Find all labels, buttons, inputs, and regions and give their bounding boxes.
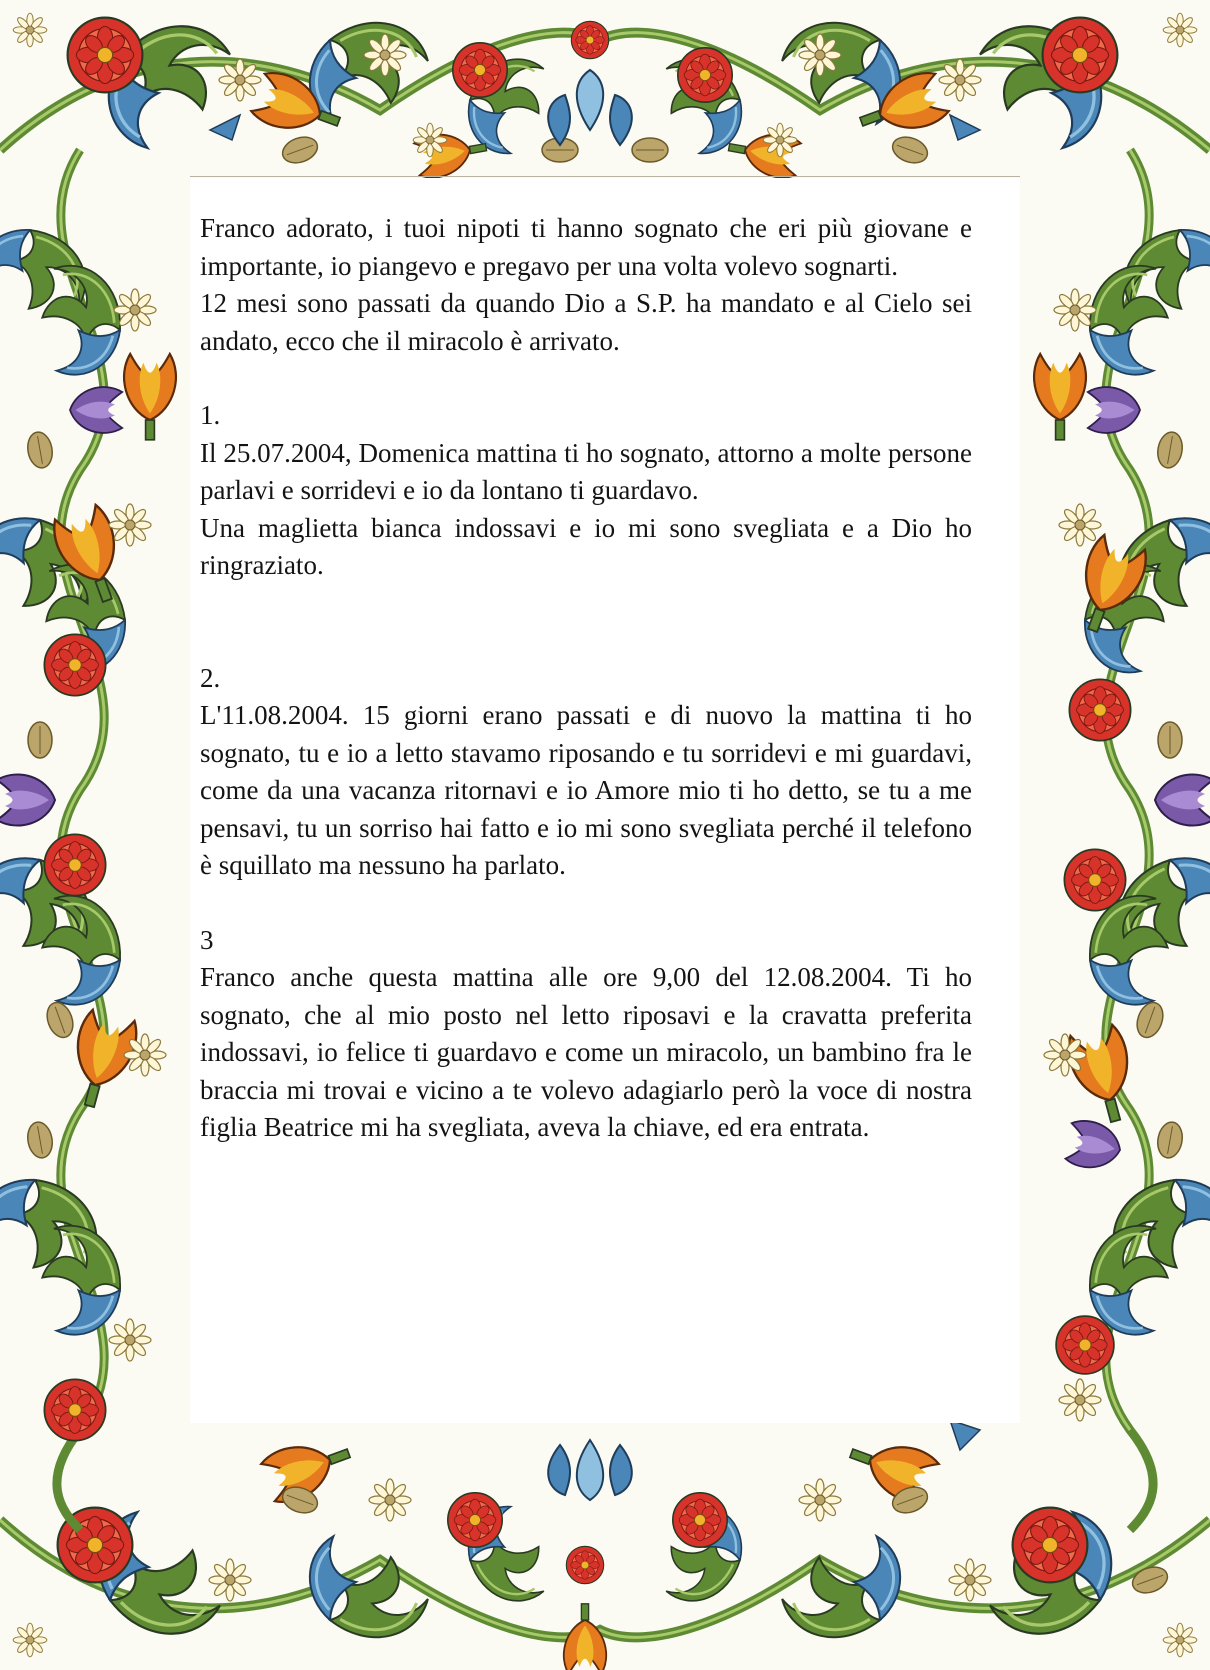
- dream-1-paragraph-1: Il 25.07.2004, Domenica mattina ti ho sognato, attorno a molte persone parlavi e sorridevi e io da lontano ti guardavo.: [200, 437, 972, 505]
- dream-1-number: 1.: [200, 400, 221, 430]
- letter-body: [200, 210, 972, 1147]
- dream-3-paragraph-1: Franco anche questa mattina alle ore 9,00 del 12.08.2004. Ti ho sognato, che al mio posto nel letto riposavi e la cravatta preferita indossavi, io felice ti guardavo e come un miracolo, un bambino fra le braccia mi trovai e vicino a te volevo adagiarlo però la voce di nostra figlia Beatrice mi ha svegliata, aveva la chiave, ed era entrata.: [200, 962, 972, 1142]
- dream-2-paragraph-1: L'11.08.2004. 15 giorni erano passati e di nuovo la mattina ti ho sognato, tu e io a letto stavamo riposando e tu sorridevi e mi guardavi, come da una vacanza ritornavi e io Amore mio ti ho detto, se tu a me pensavi, tu un sorriso hai fatto e io mi sono svegliata perché il telefono è squillato ma nessuno ha parlato.: [200, 700, 972, 880]
- dream-3-number: 3: [200, 924, 214, 955]
- top-rule: [190, 176, 1020, 177]
- intro-paragraph-2: 12 mesi sono passati da quando Dio a S.P. ha mandato e al Cielo sei andato, ecco che il miracolo è arrivato.: [200, 288, 972, 356]
- dream-2-number: 2.: [200, 662, 221, 693]
- dream-1-paragraph-2: Una maglietta bianca indossavi e io mi sono svegliata e a Dio ho ringraziato.: [200, 512, 972, 580]
- intro-paragraph-1: Franco adorato, i tuoi nipoti ti hanno sognato che eri più giovane e importante, io piangevo e pregavo per una volta volevo sognarti.: [200, 213, 972, 281]
